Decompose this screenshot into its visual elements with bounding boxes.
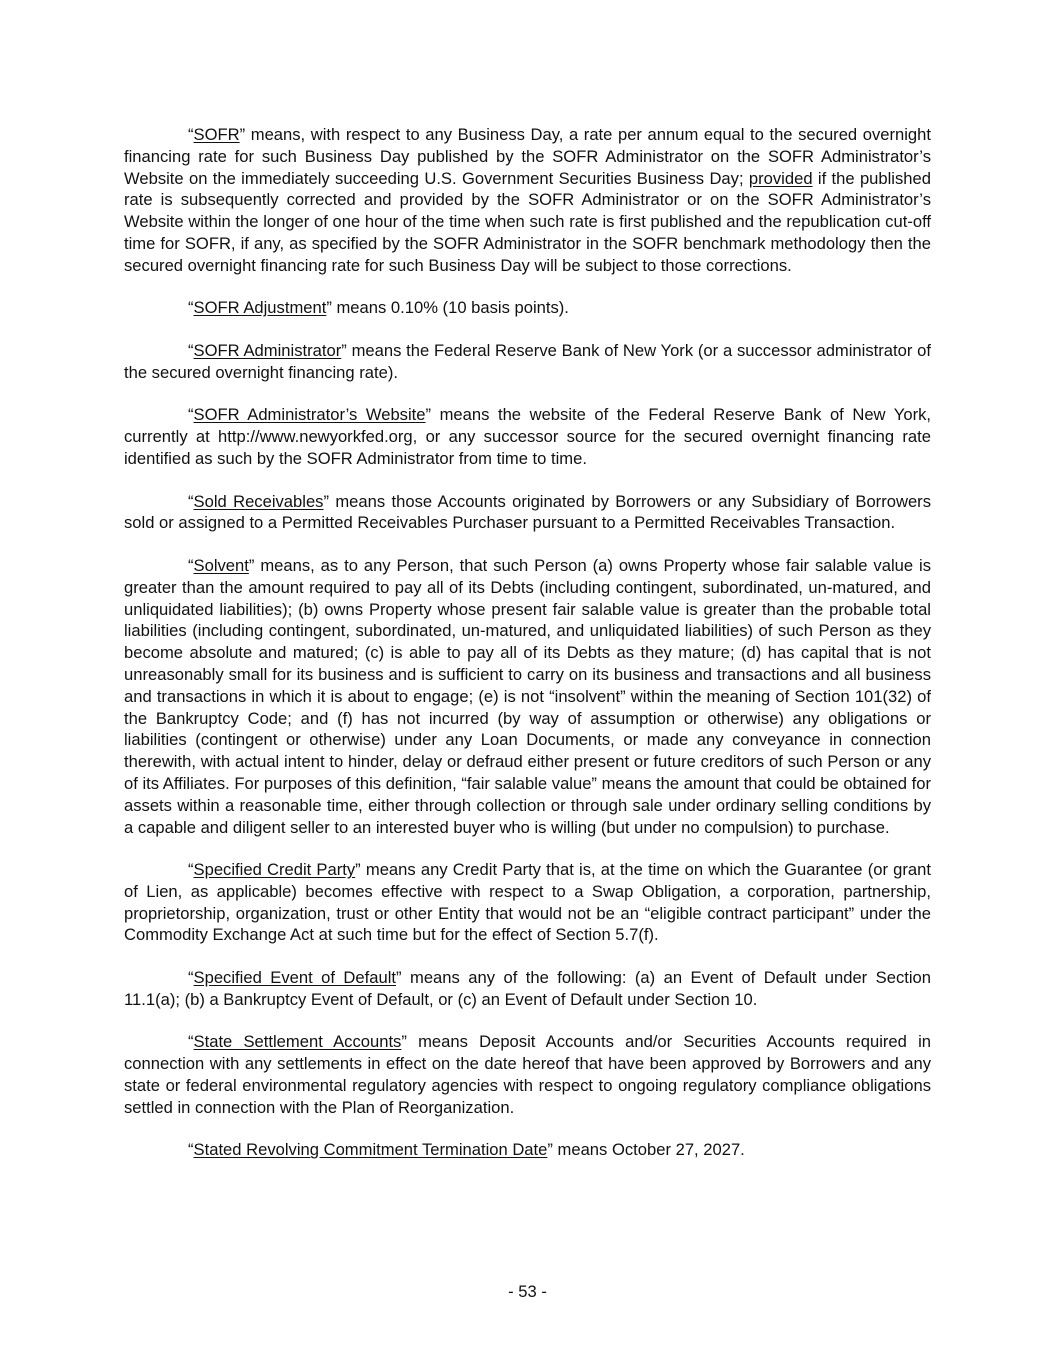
definition-specified-credit-party: [124, 859, 931, 946]
close-quote: ”: [326, 298, 332, 318]
definition-sofr-administrator: [124, 340, 931, 384]
open-quote: “: [188, 1140, 194, 1160]
defined-term: SOFR Administrator: [193, 340, 342, 360]
open-quote: “: [188, 340, 194, 360]
definition-text: means 0.10% (10 basis points).: [331, 298, 569, 318]
open-quote: “: [188, 555, 194, 575]
open-quote: “: [188, 125, 194, 144]
defined-term: SOFR: [193, 125, 240, 144]
close-quote: ”: [248, 555, 255, 575]
definition-solvent: [124, 555, 931, 838]
close-quote: ”: [239, 125, 246, 144]
close-quote: ”: [425, 405, 432, 425]
definition-sofr-administrators-website: [124, 404, 931, 469]
definition-sold-receivables: [124, 491, 931, 535]
page-number: - 53 -: [508, 1282, 547, 1301]
underlined-word: provided: [748, 168, 813, 188]
definition-text: means Deposit Accounts and/or Securities Accounts required in connection with any settlements in effect on the date hereof that have been approved by Borrowers and any state or federal environmental regulatory agencies with respect to ongoing regulatory compliance obligations settled in connection with the Plan of Reorganization.: [124, 1032, 931, 1117]
defined-term: Specified Credit Party: [193, 860, 356, 880]
open-quote: “: [188, 405, 194, 425]
close-quote: ”: [323, 491, 330, 511]
definition-text: means the website of the Federal Reserve Bank of New York, currently at http://www.newyorkfed.org, or any successor source for the secured overnight financing rate identified as such by the SOFR Administrator from time to time.: [124, 405, 931, 468]
definition-stated-revolving-commitment-termination-date: [124, 1139, 931, 1161]
defined-term: SOFR Adjustment: [193, 298, 327, 318]
defined-term: SOFR Administrator’s Website: [193, 405, 426, 425]
open-quote: “: [188, 1032, 194, 1052]
definition-text: means any of the following: (a) an Event of Default under Section 11.1(a); (b) a Bankruptcy Event of Default, or (c) an Event of Default under Section 10.: [124, 968, 932, 1009]
open-quote: “: [188, 968, 194, 988]
definition-text: means the Federal Reserve Bank of New York (or a successor administrator of the secured overnight financing rate).: [124, 340, 931, 382]
close-quote: ”: [396, 968, 402, 988]
definition-state-settlement-accounts: [124, 1031, 931, 1118]
defined-term: Solvent: [193, 555, 249, 575]
definition-text: means, with respect to any Business Day, a rate per annum equal to the secured overnight financing rate for such Business Day published by the SOFR Administrator on the SOFR Administrator’s Website on the immediately succeeding U.S. Government Securities Business Day;: [124, 125, 931, 188]
close-quote: ”: [355, 860, 361, 880]
definition-text: means those Accounts originated by Borrowers or any Subsidiary of Borrowers sold or assigned to a Permitted Receivables Purchaser pursuant to a Permitted Receivables Transaction.: [124, 491, 931, 533]
open-quote: “: [188, 491, 194, 511]
definition-text: means October 27, 2027.: [552, 1140, 745, 1160]
definition-text: means any Credit Party that is, at the time on which the Guarantee (or grant of Lien, as applicable) becomes effective with respect to a Swap Obligation, a corporation, partnership, proprietorship, organization, trust or other Entity that would not be an “eligible contract participant” under the Commodity Exchange Act at such time but for the effect of Section 5.7(f).: [124, 860, 931, 945]
definitions-section: [124, 124, 931, 1182]
definition-sofr: [124, 124, 931, 277]
close-quote: ”: [547, 1140, 553, 1160]
definition-sofr-adjustment: [124, 297, 931, 319]
defined-term: Stated Revolving Commitment Termination Date: [193, 1140, 548, 1160]
defined-term: State Settlement Accounts: [193, 1032, 402, 1052]
open-quote: “: [188, 298, 194, 318]
defined-term: Specified Event of Default: [193, 968, 397, 988]
close-quote: ”: [341, 340, 347, 360]
definition-text: means, as to any Person, that such Person (a) owns Property whose fair salable value is greater than the amount required to pay all of its Debts (including contingent, subordinated, un-matured, and unliquidated liabilities); (b) owns Property whose present fair salable value is greater than the probable total liabilities (including contingent, subordinated, un-matured, and unliquidated liabilities) of such Person as they become absolute and matured; (c) is able to pay all of its Debts as they mature; (d) has capital that is not unreasonably small for its business and is sufficient to carry on its business and transactions and all business and transactions in which it is about to engage; (e) is not “insolvent” within the meaning of Section 101(32) of the Bankruptcy Code; and (f) has not incurred (by way of assumption or otherwise) any obligations or liabilities (contingent or otherwise) under any Loan Documents, or made any conveyance in connection therewith, with actual intent to hinder, delay or defraud either present or future creditors of such Person or any of its Affiliates. For purposes of this definition, “fair salable value” means the amount that could be obtained for assets within a reasonable time, either through collection or through sale under ordinary selling conditions by a capable and diligent seller to an interested buyer who is willing (but under no compulsion) to purchase.: [124, 555, 931, 837]
defined-term: Sold Receivables: [193, 491, 324, 511]
close-quote: ”: [401, 1032, 407, 1052]
definition-text-continued: if the published rate is subsequently corrected and provided by the SOFR Administrator or on the SOFR Administrator’s Website within the longer of one hour of the time when such rate is first published and the republication cut-off time for SOFR, if any, as specified by the SOFR Administrator in the SOFR benchmark methodology then the secured overnight financing rate for such Business Day will be subject to those corrections.: [124, 168, 931, 275]
open-quote: “: [188, 860, 194, 880]
definition-specified-event-of-default: [124, 967, 931, 1011]
